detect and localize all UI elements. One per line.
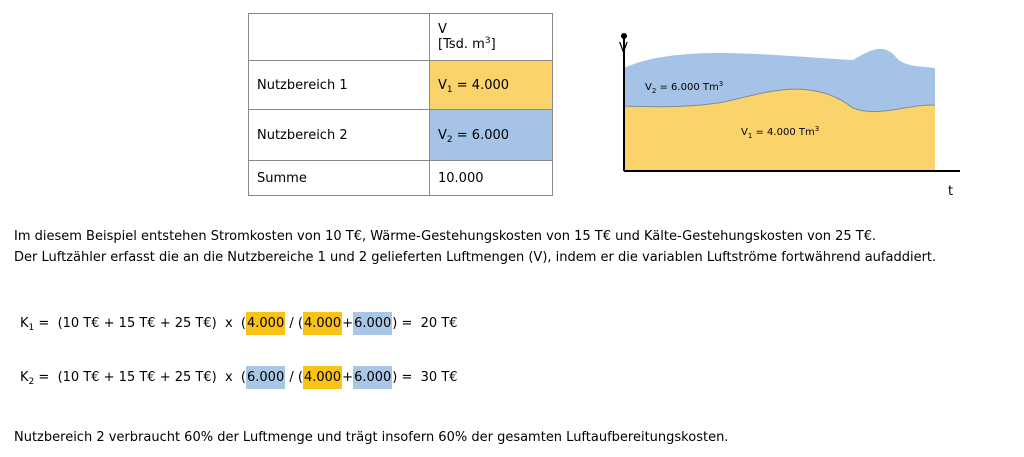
volume-table [248, 13, 553, 196]
y-axis-dot [621, 33, 627, 39]
row-value-v2: $V_2 = 6.000$ [430, 110, 553, 161]
highlight-v2: 6.000 [353, 366, 392, 389]
row-label-summe: Summe [249, 161, 430, 196]
header-v: V [438, 22, 447, 37]
row-label-nutzbereich-1: Nutzbereich 1 [249, 61, 430, 110]
formula-k1: K1 = (10 T€ + 15 T€ + 25 T€) x (4.000 / (4.000+6.000) = 20 T€ [20, 312, 458, 335]
v1-area-label: $V_1 = 4.000$ Tm$^3$ [741, 125, 820, 140]
table-header-volume [430, 14, 553, 61]
header-unit: [Tsd. $m^3$] [438, 36, 496, 52]
meter-description-line: Der Luftzähler erfasst die an die Nutzbereiche 1 und 2 gelieferten Luftmengen (V), indem er die variablen Luftströme fortwährend aufaddiert. [14, 250, 937, 265]
conclusion-line: Nutzbereich 2 verbraucht 60% der Luftmenge und trägt insofern 60% der gesamten Luftaufbereitungskosten. [14, 430, 729, 445]
result-k1: 20 T€ [420, 316, 458, 331]
table-row [249, 161, 553, 196]
highlight-v1: 4.000 [303, 312, 342, 335]
row-value-v1: $V_1 = 4.000$ [430, 61, 553, 110]
row-label-nutzbereich-2: Nutzbereich 2 [249, 110, 430, 161]
table-row [249, 110, 553, 161]
v2-area-label: $V_2 = 6.000$ Tm$^3$ [645, 80, 724, 95]
result-k2: 30 T€ [420, 370, 458, 385]
x-axis-label: t [948, 184, 954, 199]
table-row [249, 61, 553, 110]
row-value-total: 10.000 [430, 161, 553, 196]
highlight-v2: 6.000 [353, 312, 392, 335]
y-axis-label: V [619, 41, 628, 56]
highlight-v1: 4.000 [303, 366, 342, 389]
highlight-numerator: 6.000 [246, 366, 285, 389]
cost-description-line: Im diesem Beispiel entstehen Stromkosten von 10 T€, Wärme-Gestehungskosten von 15 T€ und Kälte-Gestehungskosten von 25 T€. [14, 229, 877, 244]
table-header-empty [249, 14, 430, 61]
airflow-area-diagram [608, 28, 968, 208]
highlight-numerator: 4.000 [246, 312, 285, 335]
formula-k2: K2 = (10 T€ + 15 T€ + 25 T€) x (6.000 / (4.000+6.000) = 30 T€ [20, 366, 458, 389]
